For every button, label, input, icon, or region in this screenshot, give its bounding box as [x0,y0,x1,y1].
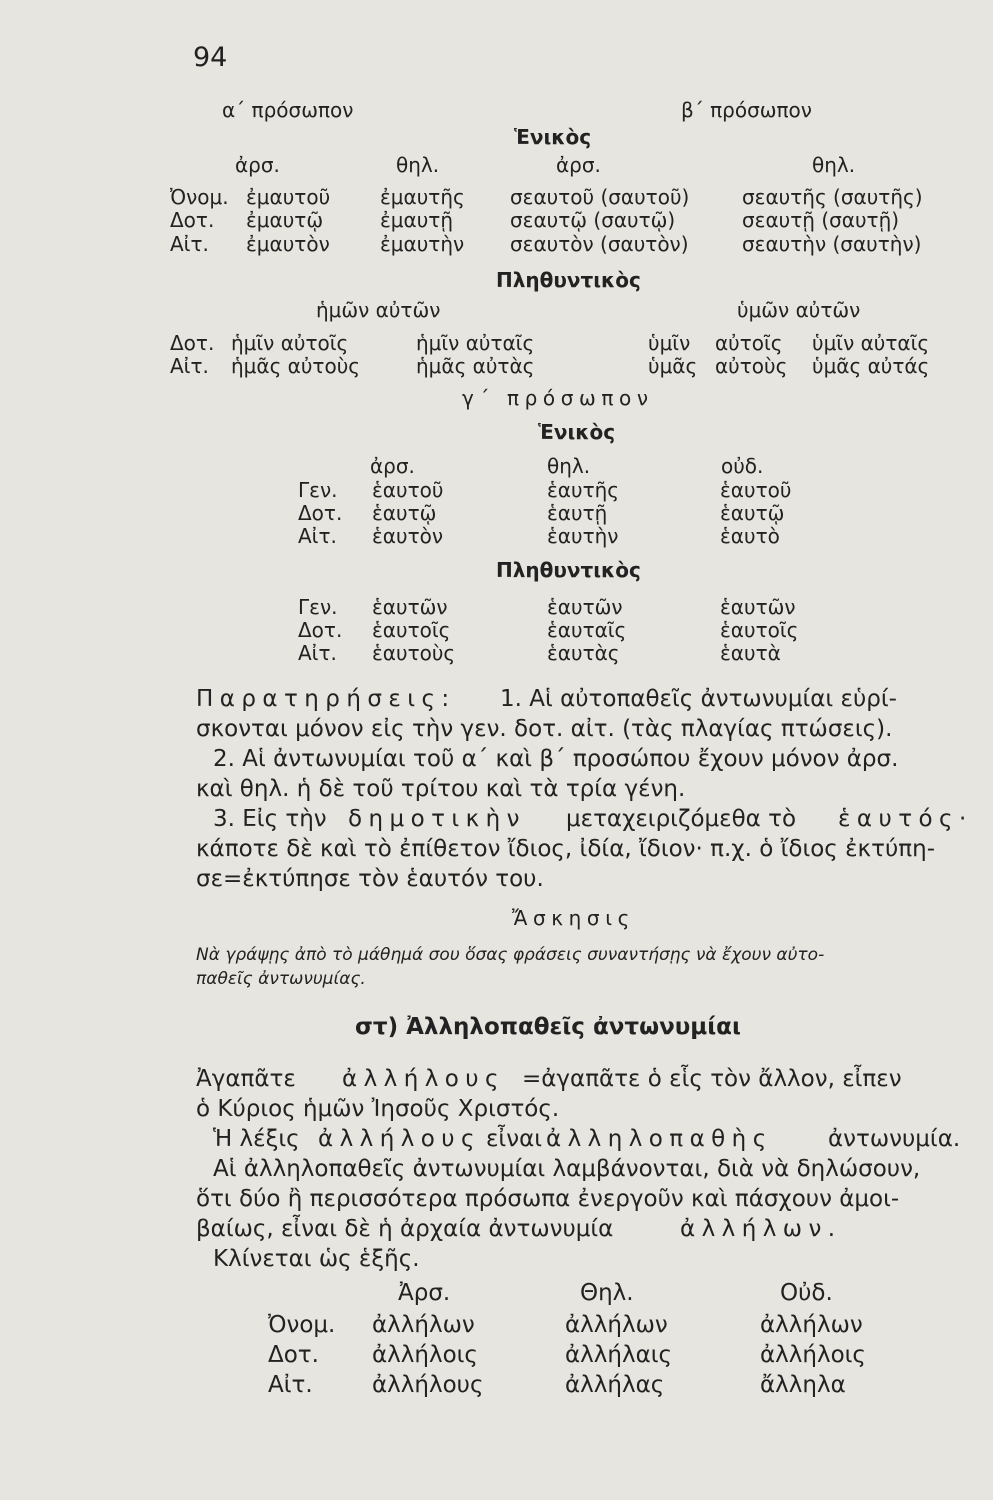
table-cell: ἐμαυτὴν [380,232,465,256]
table-cell: ἡμῖν αὐτοῖς [231,331,349,355]
table-cell: ἐμαυτῷ [246,208,324,232]
exercise-title: Ἄσκησις [512,906,635,930]
table-cell: ἑαυτὸν [372,524,444,548]
row-case: Δοτ. [298,501,343,525]
singular-heading: Ἑνικὸς [514,125,592,149]
notes-line: καὶ θηλ. ἡ δὲ τοῦ τρίτου καὶ τὰ τρία γένη. [196,776,686,802]
paragraph-text: ὅτι δύο ἢ περισσότερα πρόσωπα ἐνεργοῦν καὶ πάσχουν ἀμοι- [196,1186,900,1212]
row-case: Γεν. [298,595,338,619]
table-cell: ἀλλήλοις [372,1342,478,1368]
spaced-word: ἀλλήλους [342,1066,505,1092]
table-cell: ἀλλήλαις [565,1342,673,1368]
table-cell: ἑαυτὰ [720,641,781,665]
notes-label: Παρατηρήσεις: [196,686,456,712]
third-plural-heading: Πληθυντικὸς [496,558,641,582]
table-cell: σεαυτὸν (σαυτὸν) [510,232,689,256]
notes-spaced-word: δημοτικὴν [348,806,526,832]
paragraph-text: ὁ Κύριος ἡμῶν Ἰησοῦς Χριστός. [196,1096,560,1122]
row-case: Ὀνομ. [268,1312,336,1338]
plural-genitive-2: ὑμῶν αὐτῶν [737,298,861,322]
table-cell: σεαυτῷ (σαυτῷ) [510,208,676,232]
paragraph-text: ἀντωνυμία. [828,1126,961,1152]
exercise-line: Νὰ γράψῃς ἀπὸ τὸ μάθημά σου ὅσας φράσεις συναντήσῃς νὰ ἔχουν αὐτο- [196,945,825,965]
table-cell: ἑαυτοῖς [720,618,799,642]
col-header-fem: θηλ. [396,153,440,177]
table-cell: ἑαυτῷ [372,501,437,525]
table-cell: ὑμᾶς αὐτάς [812,354,930,378]
table-cell: ἑαυτῶν [720,595,796,619]
row-case: Γεν. [298,478,338,502]
table-cell: σεαυτῆς (σαυτῆς) [742,185,923,209]
row-case: Δοτ. [268,1342,319,1368]
table-cell: ἀλλήλων [565,1312,668,1338]
table-cell: ἑαυτῇ [547,501,608,525]
table-cell: ὑμᾶς [648,354,698,378]
row-case: Δοτ. [298,618,343,642]
col-header-neut: οὐδ. [721,454,764,478]
row-case: Δοτ. [170,331,215,355]
first-person-header: α΄ πρόσωπον [222,98,354,122]
page-number: 94 [193,42,228,73]
paragraph-text: Αἱ ἀλληλοπαθεῖς ἀντωνυμίαι λαμβάνονται, διὰ νὰ δηλώσουν, [213,1156,921,1182]
table-cell: ἑαυτὴν [547,524,619,548]
table-cell: ἑαυτοὺς [372,641,456,665]
paragraph-text: =ἀγαπᾶτε ὁ εἷς τὸν ἄλλον, εἶπεν [522,1066,902,1092]
table-cell: ἡμᾶς αὐτὰς [416,354,535,378]
paragraph-text: Ἀγαπᾶτε [196,1066,296,1092]
row-case: Αἰτ. [268,1372,313,1398]
plural-heading: Πληθυντικὸς [496,268,641,292]
spaced-word: ἀλλήλων. [680,1216,842,1242]
row-case: Ὀνομ. [170,185,229,209]
table-cell: ἑαυτοῦ [372,478,444,502]
paragraph-text: Ἡ λέξις [213,1126,300,1152]
table-cell: ἐμαυτῆς [380,185,465,209]
table-cell: ἑαυτοῖς [372,618,451,642]
table-cell: ἑαυτὰς [547,641,620,665]
row-case: Αἰτ. [298,641,337,665]
col-header-fem-2: θηλ. [812,153,856,177]
table-cell: ἑαυτὸ [720,524,780,548]
notes-line: 3. Εἰς τὴν [213,806,327,832]
table-cell: ἑαυτοῦ [720,478,792,502]
row-case: Αἰτ. [298,524,337,548]
table-cell: ἑαυτῆς [547,478,620,502]
section-heading: στ) Ἀλληλοπαθεῖς ἀντωνυμίαι [355,1014,741,1040]
table-cell: ἑαυτῷ [720,501,785,525]
table-cell: σεαυτὴν (σαυτὴν) [742,232,922,256]
table-cell: ἑαυταῖς [547,618,627,642]
table-cell: ἡμᾶς αὐτοὺς [231,354,361,378]
col-header-fem: Θηλ. [580,1280,634,1306]
col-header-masc: ἀρσ. [370,454,415,478]
table-cell: σεαυτῇ (σαυτῇ) [742,208,900,232]
table-cell: σεαυτοῦ (σαυτοῦ) [510,185,690,209]
col-header-masc: Ἀρσ. [398,1280,451,1306]
plural-genitive-1: ἡμῶν αὐτῶν [316,298,441,322]
table-cell: αὐτοὺς [715,354,788,378]
spaced-word: ἀλλήλους [318,1126,481,1152]
notes-line: σκονται μόνον εἰς τὴν γεν. δοτ. αἰτ. (τὰς πλαγίας πτώσεις). [196,716,893,742]
notes-line: μεταχειριζόμεθα τὸ [566,806,797,832]
table-cell: ἀλλήλας [565,1372,665,1398]
table-cell: ὑμῖν αὐταῖς [812,331,930,355]
row-case: Αἰτ. [170,354,209,378]
paragraph-text: εἶναι [486,1126,543,1152]
table-cell: ἐμαυτὸν [246,232,330,256]
table-cell: ἄλληλα [760,1372,846,1398]
table-cell: ἀλλήλους [372,1372,484,1398]
col-header-neut: Οὐδ. [780,1280,833,1306]
third-person-header: γ΄ πρόσωπον [462,386,654,410]
table-cell: ἑαυτῶν [372,595,448,619]
col-header-masc: ἀρσ. [235,153,280,177]
row-case: Αἰτ. [170,232,209,256]
table-cell: ἐμαυτῇ [380,208,454,232]
exercise-line: παθεῖς ἀντωνυμίας. [196,969,366,989]
table-cell: ἐμαυτοῦ [246,185,331,209]
paragraph-text: βαίως, εἶναι δὲ ἡ ἀρχαία ἀντωνυμία [196,1216,614,1242]
table-cell: ἡμῖν αὐταῖς [416,331,535,355]
table-cell: ἀλλήλων [372,1312,475,1338]
notes-line: 1. Αἱ αὐτοπαθεῖς ἀντωνυμίαι εὑρί- [500,686,897,712]
third-singular-heading: Ἑνικὸς [538,420,616,444]
notes-spaced-word: ἑαυτός· [838,806,973,832]
table-cell: ἑαυτῶν [547,595,623,619]
notes-line: κάποτε δὲ καὶ τὸ ἐπίθετον ἴδιος, ἰδία, ἴδιον· π.χ. ὁ ἴδιος ἐκτύπη- [196,836,935,862]
col-header-fem: θηλ. [547,454,591,478]
table-cell: ἀλλήλοις [760,1342,866,1368]
notes-line: 2. Αἱ ἀντωνυμίαι τοῦ α΄ καὶ β΄ προσώπου ἔχουν μόνον ἀρσ. [213,746,899,772]
paragraph-text: Κλίνεται ὡς ἑξῆς. [213,1246,420,1272]
notes-line: σε=ἐκτύπησε τὸν ἑαυτόν του. [196,866,544,892]
table-cell: αὐτοῖς [715,331,783,355]
table-cell: ὑμῖν [648,331,691,355]
row-case: Δοτ. [170,208,215,232]
col-header-masc-2: ἀρσ. [556,153,601,177]
second-person-header: β΄ πρόσωπον [681,98,812,122]
spaced-word: ἀλληλοπαθὴς [546,1126,773,1152]
table-cell: ἀλλήλων [760,1312,863,1338]
